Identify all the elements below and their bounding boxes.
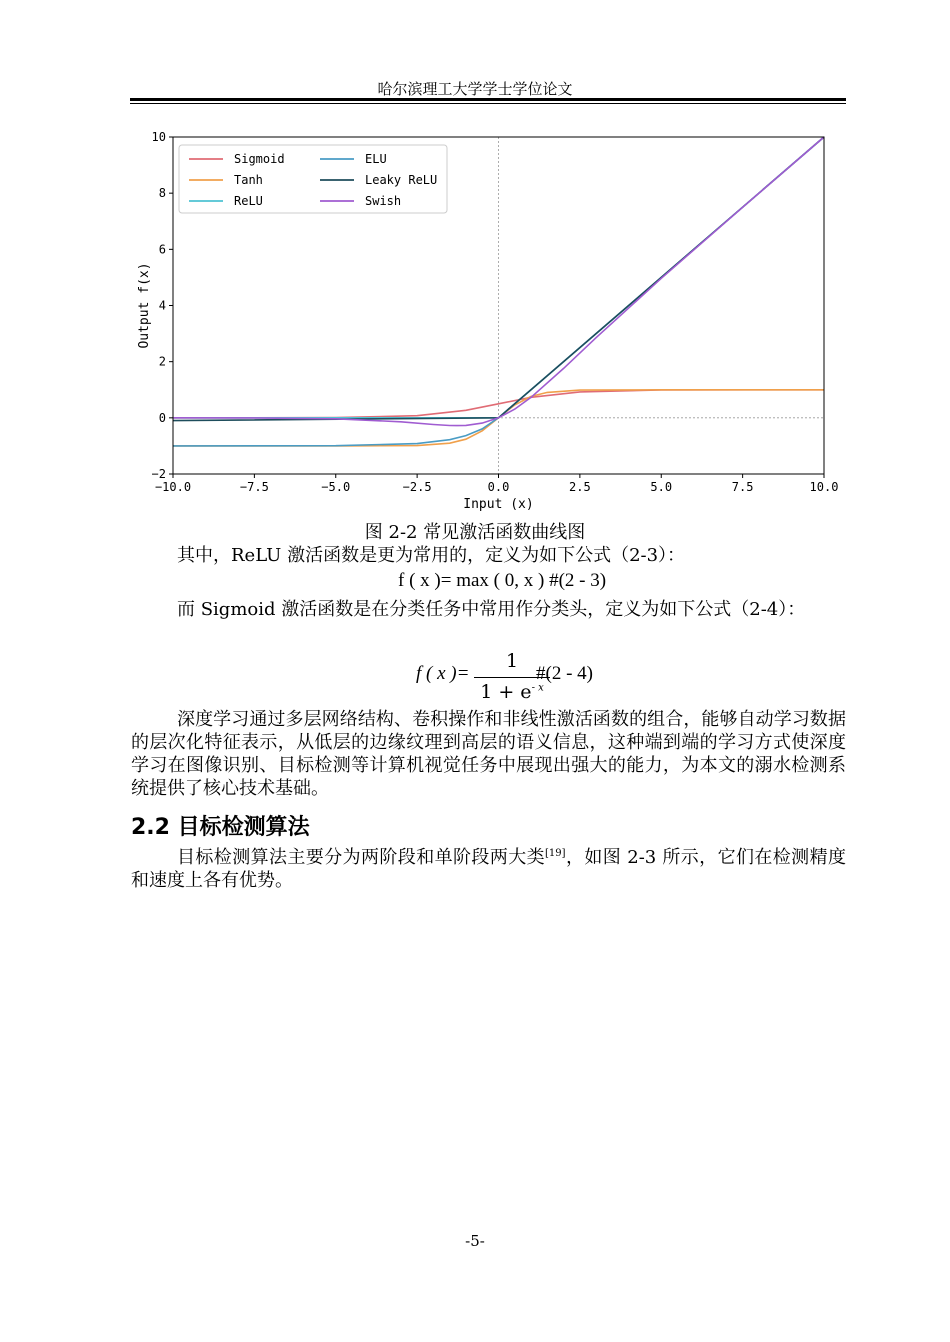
x-tick-label: −2.5 bbox=[402, 480, 432, 494]
legend-entry: Tanh bbox=[234, 173, 263, 187]
legend-entry: Sigmoid bbox=[234, 152, 285, 166]
x-tick-label: 10.0 bbox=[809, 480, 839, 494]
citation-19: [19] bbox=[545, 848, 566, 859]
y-tick-label: 0 bbox=[158, 410, 166, 425]
figure-caption: 图 2-2 常见激活函数曲线图 bbox=[364, 522, 586, 543]
legend-entry: Swish bbox=[365, 194, 402, 208]
denominator-base: 1 + e bbox=[480, 681, 532, 703]
y-tick-label: 6 bbox=[158, 242, 166, 257]
y-tick-label: 2 bbox=[158, 354, 166, 369]
equation-relu: f ( x )= max ( 0, x ) #(2 - 3) bbox=[398, 570, 607, 591]
x-axis-label: Input (x) bbox=[463, 497, 534, 512]
paragraph-sigmoid-intro: 而 Sigmoid 激活函数是在分类任务中常用作分类头，定义为如下公式（2-4）： bbox=[177, 599, 806, 620]
detection-text-before: 目标检测算法主要分为两阶段和单阶段两大类 bbox=[177, 847, 546, 868]
equation-sigmoid-lhs: f ( x )= bbox=[416, 663, 470, 684]
x-tick-label: −7.5 bbox=[239, 480, 269, 494]
header-rule-thick bbox=[130, 98, 846, 101]
paragraph-deep-learning: 深度学习通过多层网络结构、卷积操作和非线性激活函数的组合，能够自动学习数据的层次化特征表示，从低层的边缘纹理到高层的语义信息，这种端到端的学习方式使深度学习在图像识别、目标检测等计算机视觉任务中展现出强大的能力，为本文的溺水检测系统提供了核心技术基础。 bbox=[131, 709, 846, 799]
legend-entry: Leaky ReLU bbox=[365, 173, 438, 187]
y-tick-label: 8 bbox=[158, 186, 166, 201]
y-tick-label: −2 bbox=[151, 467, 166, 481]
x-tick-label: −5.0 bbox=[321, 480, 351, 494]
legend-entry: ReLU bbox=[234, 194, 263, 208]
x-tick-label: 7.5 bbox=[731, 480, 754, 494]
legend-entry: ELU bbox=[365, 152, 387, 166]
page-number: -5- bbox=[465, 1232, 485, 1250]
activation-chart bbox=[130, 126, 846, 518]
y-axis-label: Output f(x) bbox=[137, 262, 152, 349]
section-title: 2.2 目标检测算法 bbox=[131, 815, 310, 840]
x-tick-label: 5.0 bbox=[650, 480, 673, 494]
fraction-numerator: 1 bbox=[505, 650, 519, 672]
y-tick-label: 10 bbox=[151, 130, 166, 144]
x-tick-label: 2.5 bbox=[569, 480, 591, 494]
paragraph-detection bbox=[131, 842, 846, 892]
y-tick-label: 4 bbox=[158, 298, 166, 313]
detection-text-after: ，如图 2-3 所示，它们在检测精度和速度上各有优势。 bbox=[131, 847, 846, 891]
x-tick-label: −10.0 bbox=[154, 480, 192, 494]
header-rule-thin bbox=[130, 103, 846, 104]
x-tick-label: 0.0 bbox=[487, 480, 510, 494]
equation-sigmoid-number: #(2 - 4) bbox=[536, 663, 593, 684]
header-title: 哈尔滨理工大学学士学位论文 bbox=[377, 80, 573, 98]
paragraph-relu-intro: 其中，ReLU 激活函数是更为常用的，定义为如下公式（2-3）： bbox=[177, 545, 686, 566]
denominator-exponent: - x bbox=[531, 682, 544, 694]
